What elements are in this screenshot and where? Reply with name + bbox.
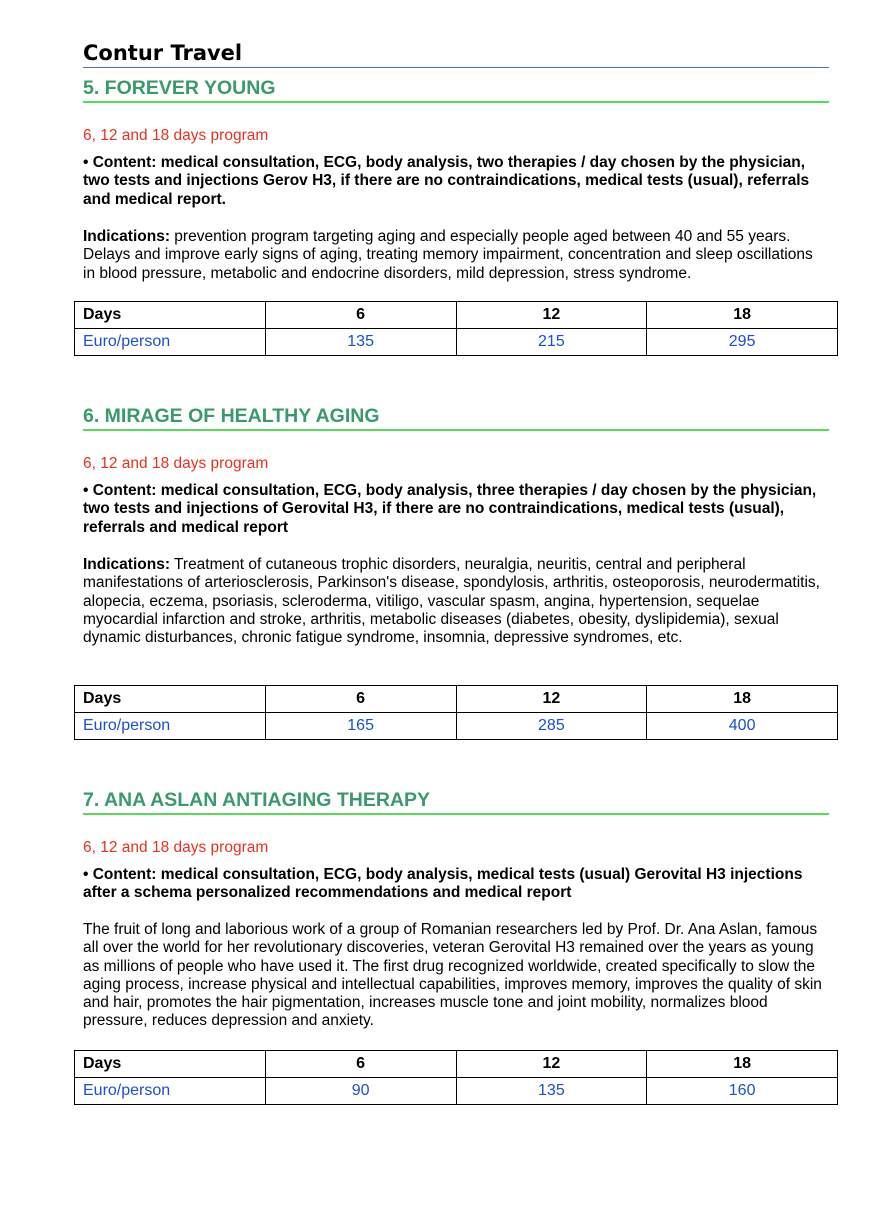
table-cell: 90	[265, 1078, 456, 1105]
table-price-row	[75, 329, 838, 356]
table-cell: 135	[456, 1078, 647, 1105]
price-table-ana-aslan	[74, 1050, 838, 1105]
table-cell: 12	[456, 302, 647, 329]
program-content: • Content: medical consultation, ECG, body analysis, medical tests (usual) Gerovital H3 injections after a schema personalized recommendations and medical report	[83, 866, 803, 902]
program-duration: 6, 12 and 18 days program	[83, 839, 269, 856]
table-cell: 295	[647, 329, 838, 356]
program-duration: 6, 12 and 18 days program	[83, 455, 269, 472]
table-price-row	[75, 1078, 838, 1105]
program-indications	[83, 556, 829, 647]
section-title-ana-aslan: 7. ANA ASLAN ANTIAGING THERAPY	[83, 788, 829, 815]
table-price-row	[75, 713, 838, 740]
program-content: • Content: medical consultation, ECG, body analysis, two therapies / day chosen by the physician, two tests and injections Gerov H3, if there are no contraindications, medical tests (usual), referrals and medical report.	[83, 154, 810, 208]
table-cell: 165	[265, 713, 456, 740]
table-header-row	[75, 1051, 838, 1078]
table-cell: 6	[265, 686, 456, 713]
indications-label: Indications:	[83, 556, 170, 573]
table-header-row	[75, 302, 838, 329]
section-title-mirage: 6. MIRAGE OF HEALTHY AGING	[83, 404, 829, 431]
program-indications	[83, 228, 829, 283]
table-cell: 285	[456, 713, 647, 740]
program-description: The fruit of long and laborious work of a group of Romanian researchers led by Prof. Dr. Ana Aslan, famous all over the world for her revolutionary discoveries, veteran Gerovital H3 remained over the years as young as millions of people who have used it. The first drug recognized worldwide, created specifically to slow the aging process, increase physical and intellectual capabilities, improves memory, improves the quality of skin and hair, promotes the hair pigmentation, increases muscle tone and joint mobility, normalizes blood pressure, reduces depression and anxiety.	[83, 921, 822, 1030]
table-cell: 18	[647, 302, 838, 329]
company-header: Contur Travel	[83, 40, 829, 68]
table-cell: Days	[75, 1051, 266, 1078]
table-cell: 6	[265, 1051, 456, 1078]
price-table-mirage	[74, 685, 838, 740]
program-duration: 6, 12 and 18 days program	[83, 127, 269, 144]
table-cell: 18	[647, 686, 838, 713]
price-table-forever-young	[74, 301, 838, 356]
table-cell: 215	[456, 329, 647, 356]
indications-text: Treatment of cutaneous trophic disorders, neuralgia, neuritis, central and peripheral manifestations of arteriosclerosis, Parkinson's disease, spondylosis, arthritis, osteoporosis, neurodermatitis, alopecia, eczema, psoriasis, scleroderma, vitiligo, vascular spasm, angina, hypertension, sequelae myocardial infarction and stroke, arthritis, metabolic diseases (diabetes, obesity, dyslipidemia), sexual dynamic disturbances, chronic fatigue syndrome, insomnia, depressive syndromes, etc.	[83, 556, 820, 647]
table-cell: Days	[75, 302, 266, 329]
indications-text: prevention program targeting aging and especially people aged between 40 and 55 years. Delays and improve early signs of aging, treating memory impairment, concentration and sleep oscillations in blood pressure, metabolic and endocrine disorders, mild depression, stress syndrome.	[83, 228, 813, 282]
table-cell: 18	[647, 1051, 838, 1078]
table-cell: 160	[647, 1078, 838, 1105]
table-cell: Euro/person	[75, 329, 266, 356]
table-cell: Days	[75, 686, 266, 713]
indications-label: Indications:	[83, 228, 170, 245]
table-cell: Euro/person	[75, 1078, 266, 1105]
table-cell: 12	[456, 1051, 647, 1078]
section-title-forever-young: 5. FOREVER YOUNG	[83, 76, 829, 103]
table-header-row	[75, 686, 838, 713]
table-cell: 135	[265, 329, 456, 356]
table-cell: Euro/person	[75, 713, 266, 740]
program-content: • Content: medical consultation, ECG, body analysis, three therapies / day chosen by the physician, two tests and injections of Gerovital H3, if there are no contraindications, medical tests (usual), referrals and medical report	[83, 482, 817, 536]
table-cell: 12	[456, 686, 647, 713]
table-cell: 400	[647, 713, 838, 740]
table-cell: 6	[265, 302, 456, 329]
